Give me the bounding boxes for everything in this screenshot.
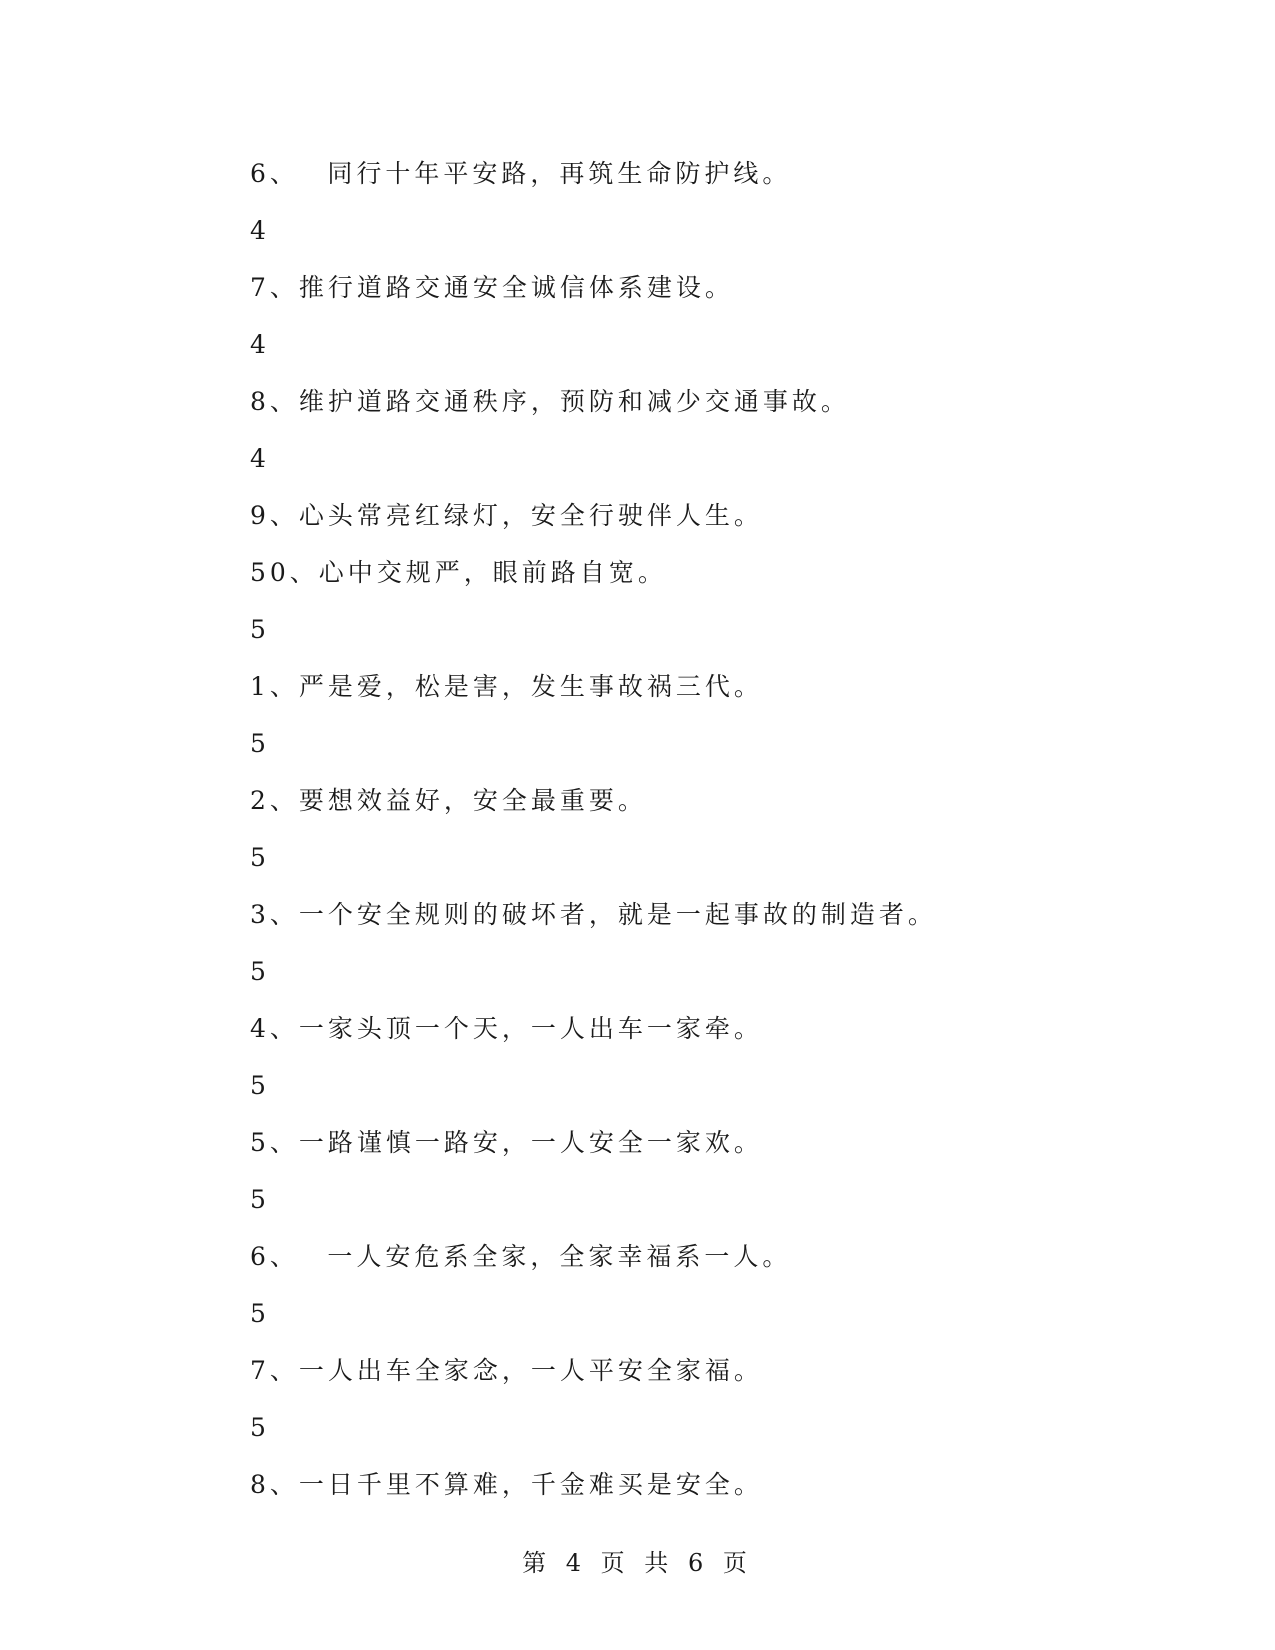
text-line: 6、 一人安危系全家，全家幸福系一人。	[250, 1242, 792, 1271]
document-body	[250, 145, 1150, 1513]
text-line: 5、一路谨慎一路安，一人安全一家欢。	[250, 1128, 763, 1157]
text-line: 6、 同行十年平安路，再筑生命防护线。	[250, 159, 792, 188]
text-line: 5	[250, 615, 270, 644]
text-line: 5	[250, 1185, 270, 1214]
text-line: 50、心中交规严，眼前路自宽。	[250, 558, 667, 587]
text-line: 1、严是爱，松是害，发生事故祸三代。	[250, 672, 763, 701]
page-number-footer: 第 4 页 共 6 页	[522, 1549, 753, 1577]
text-line: 9、心头常亮红绿灯，安全行驶伴人生。	[250, 501, 763, 530]
text-line: 7、一人出车全家念，一人平安全家福。	[250, 1356, 763, 1385]
text-line: 4	[250, 330, 270, 359]
text-line: 5	[250, 729, 270, 758]
text-line: 5	[250, 957, 270, 986]
text-line: 5	[250, 1071, 270, 1100]
text-line: 8、一日千里不算难，千金难买是安全。	[250, 1470, 763, 1499]
text-line: 5	[250, 1413, 270, 1442]
text-line: 4、一家头顶一个天，一人出车一家牵。	[250, 1014, 763, 1043]
text-line: 5	[250, 843, 270, 872]
text-line: 7、推行道路交通安全诚信体系建设。	[250, 273, 734, 302]
text-line: 2、要想效益好，安全最重要。	[250, 786, 647, 815]
text-line: 4	[250, 216, 270, 245]
text-line: 4	[250, 444, 270, 473]
text-line: 3、一个安全规则的破坏者，就是一起事故的制造者。	[250, 900, 937, 929]
text-line: 5	[250, 1299, 270, 1328]
text-line: 8、维护道路交通秩序，预防和减少交通事故。	[250, 387, 850, 416]
